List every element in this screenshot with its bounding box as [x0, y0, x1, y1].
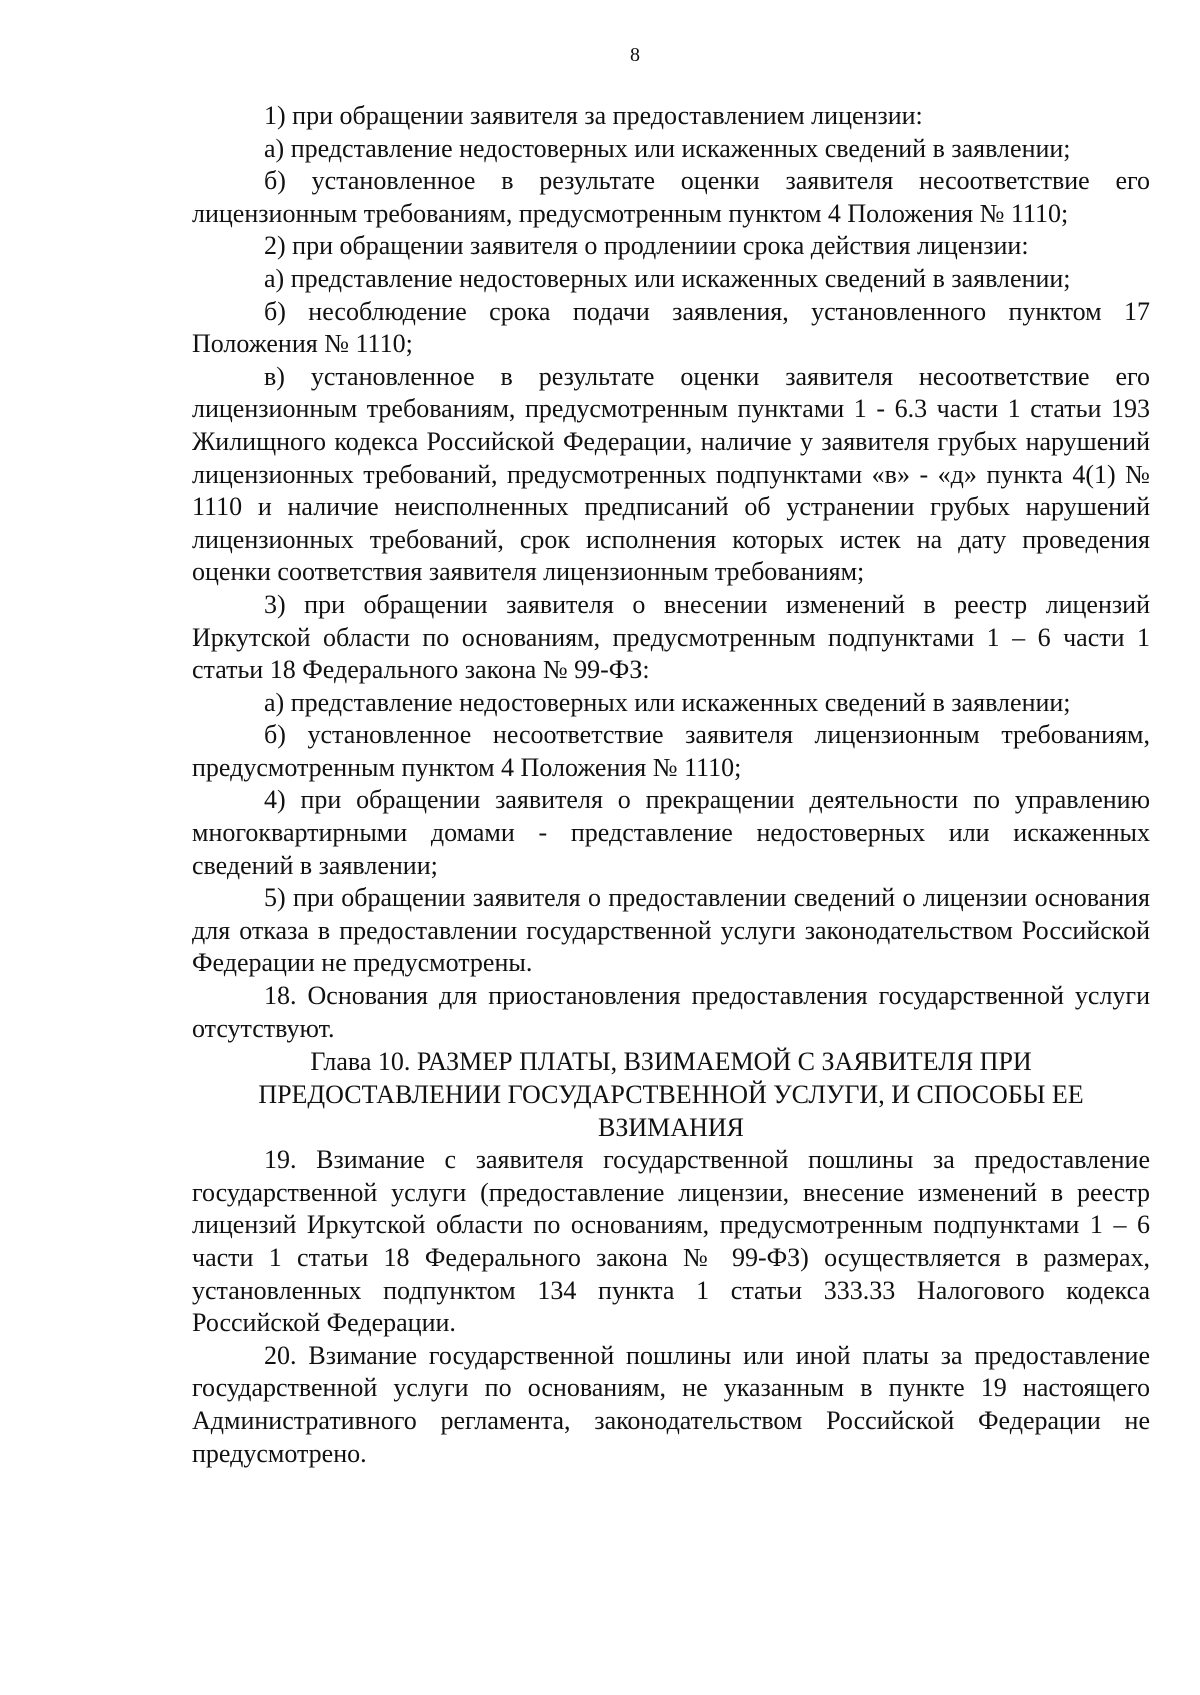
paragraph: 20. Взимание государственной пошлины или иной платы за предоставление государственной услуги по основаниям, не указанным в пункте 19 настоящего Административного регламента, законодательством Российской Федерации не предусмотрено.	[192, 1340, 1150, 1468]
document-body	[192, 100, 1150, 1470]
paragraph: 18. Основания для приостановления предоставления государственной услуги отсутствуют.	[192, 981, 1150, 1043]
page-number: 8	[630, 44, 640, 66]
paragraph: 5) при обращении заявителя о предоставлении сведений о лицензии основания для отказа в предоставлении государственной услуги законодательством Российской Федерации не предусмотрены.	[192, 883, 1150, 978]
paragraph: 2) при обращении заявителя о продлениии срока действия лицензии:	[264, 231, 1029, 261]
paragraph: а) представление недостоверных или искаженных сведений в заявлении;	[264, 263, 1071, 293]
paragraph: 3) при обращении заявителя о внесении изменений в реестр лицензий Иркутской области по основаниям, предусмотренным подпунктами 1 – 6 части 1 статьи 18 Федерального закона № 99-ФЗ:	[192, 589, 1150, 685]
paragraph: б) установленное несоответствие заявителя лицензионным требованиям, предусмотренным пунктом 4 Положения № 1110;	[192, 720, 1150, 782]
chapter-title: Глава 10. РАЗМЕР ПЛАТЫ, ВЗИМАЕМОЙ С ЗАЯВИТЕЛЯ ПРИ ПРЕДОСТАВЛЕНИИ ГОСУДАРСТВЕННОЙ УСЛУГИ, И СПОСОБЫ ЕЕ ВЗИМАНИЯ	[258, 1047, 1084, 1143]
paragraph: 19. Взимание с заявителя государственной пошлины за предоставление государственной услуги (предоставление лицензии, внесение изменений в реестр лицензий Иркутской области по основаниям, предусмотренным подпунктами 1 – 6 части 1 статьи 18 Федерального закона № 99-ФЗ) осуществляется в размерах, установленных подпунктом 134 пункта 1 статьи 333.33 Налогового кодекса Российской Федерации.	[192, 1145, 1150, 1338]
paragraph: а) представление недостоверных или искаженных сведений в заявлении;	[264, 133, 1071, 163]
paragraph: б) установленное в результате оценки заявителя несоответствие его лицензионным требованиям, предусмотренным пунктом 4 Положения № 1110;	[192, 166, 1150, 228]
paragraph: а) представление недостоверных или искаженных сведений в заявлении;	[264, 687, 1071, 717]
paragraph: в) установленное в результате оценки заявителя несоответствие его лицензионным требованиям, предусмотренным пунктами 1 - 6.3 части 1 статьи 193 Жилищного кодекса Российской Федерации, наличие у заявителя грубых нарушений лицензионных требований, предусмотренных подпунктами «в» - «д» пункта 4(1) № 1110 и наличие неисполненных предписаний об устранении грубых нарушений лицензионных требований, срок исполнения которых истек на дату проведения оценки соответствия заявителя лицензионным требованиям;	[192, 361, 1150, 587]
paragraph: б) несоблюдение срока подачи заявления, установленного пунктом 17 Положения № 1110;	[192, 296, 1150, 359]
paragraph: 4) при обращении заявителя о прекращении деятельности по управлению многоквартирными домами - представление недостоверных или искаженных сведений в заявлении;	[192, 785, 1150, 880]
paragraph: 1) при обращении заявителя за предоставлением лицензии:	[264, 101, 923, 130]
